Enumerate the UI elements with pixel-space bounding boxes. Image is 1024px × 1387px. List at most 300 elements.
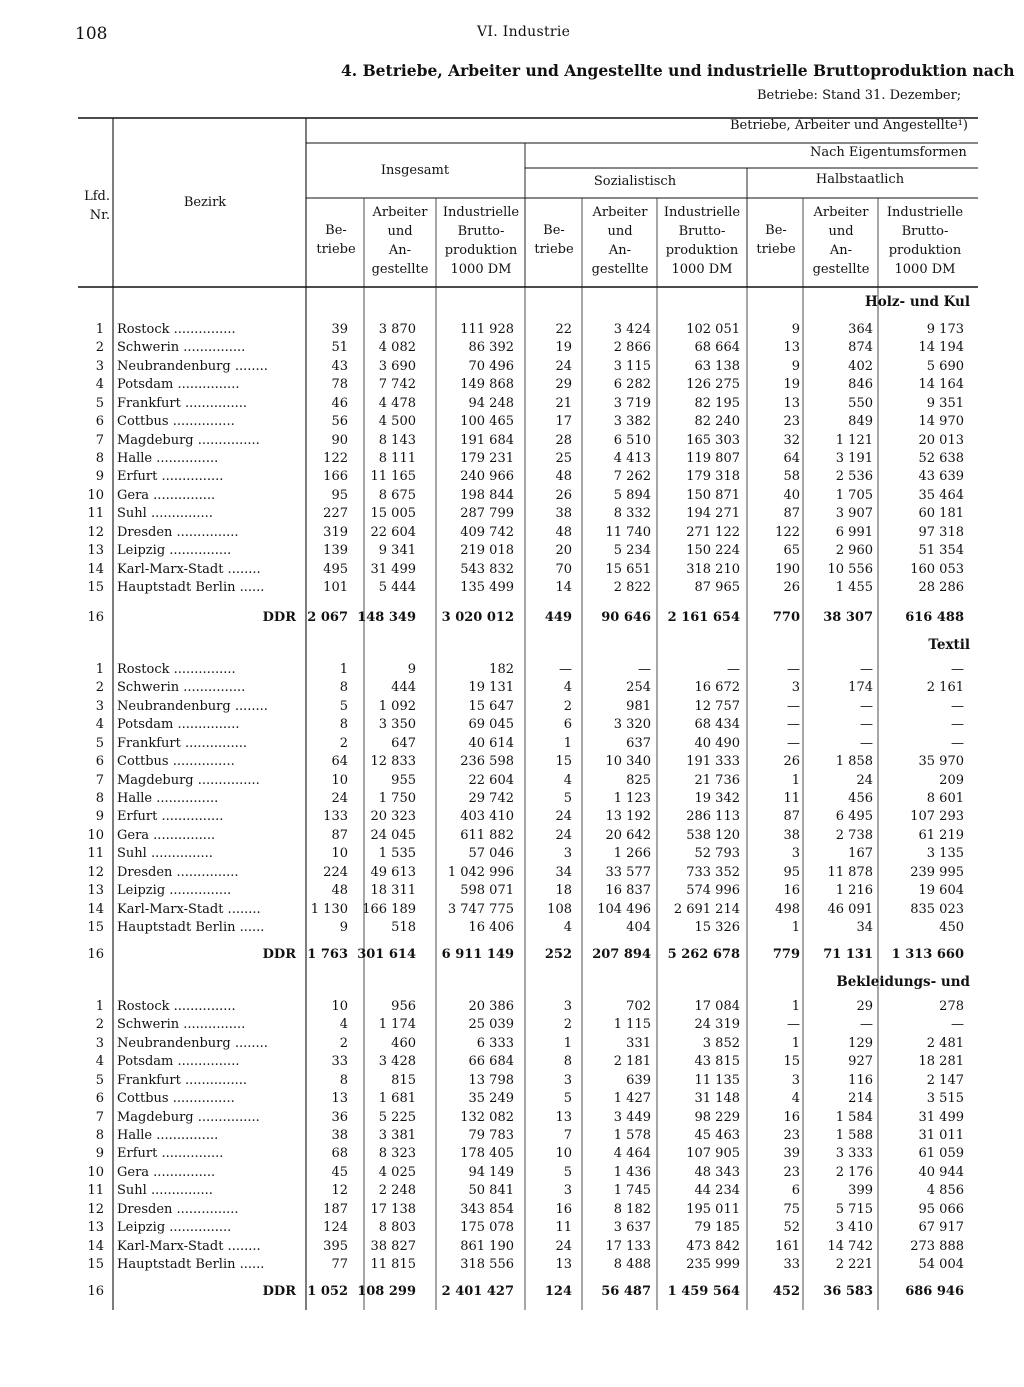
row-number: 5 bbox=[95, 735, 104, 751]
cell-arbeiter: 1 681 bbox=[378, 1091, 416, 1107]
cell-hs-produktion: 51 354 bbox=[918, 543, 964, 559]
cell-hs-arbeiter: 364 bbox=[848, 322, 873, 337]
bezirk-name: DDR bbox=[262, 1284, 296, 1299]
cell-hs-betriebe: 3 bbox=[791, 846, 800, 862]
cell-arbeiter: 18 311 bbox=[370, 883, 416, 899]
cell-hs-betriebe: 23 bbox=[783, 414, 800, 430]
cell-produktion: 69 045 bbox=[468, 717, 514, 733]
cell-hs-betriebe: 498 bbox=[775, 901, 800, 917]
row-number: 2 bbox=[95, 680, 104, 696]
cell-soz-betriebe: 7 bbox=[563, 1128, 572, 1143]
bezirk-name: Magdeburg ............... bbox=[117, 772, 260, 788]
header-soz-betriebe: Be- triebe bbox=[534, 223, 574, 257]
cell-hs-produktion: 54 004 bbox=[918, 1257, 964, 1272]
cell-soz-arbeiter: 825 bbox=[626, 772, 651, 788]
cell-soz-betriebe: 10 bbox=[555, 1146, 572, 1162]
cell-hs-betriebe: 16 bbox=[783, 883, 800, 899]
header-halbstaatlich: Halbstaatlich bbox=[815, 172, 905, 187]
cell-betriebe: 12 bbox=[331, 1183, 348, 1199]
table-row bbox=[0, 1164, 1024, 1182]
bezirk-name: Halle ............... bbox=[117, 791, 219, 806]
cell-soz-arbeiter: 702 bbox=[626, 999, 651, 1014]
cell-arbeiter: 1 750 bbox=[378, 791, 416, 806]
cell-soz-produktion: 126 275 bbox=[686, 377, 740, 393]
cell-produktion: 29 742 bbox=[468, 791, 514, 806]
section-title: Bekleidungs- und bbox=[836, 974, 970, 990]
cell-betriebe: 2 bbox=[339, 735, 348, 751]
cell-betriebe: 1 130 bbox=[310, 901, 348, 917]
table-row bbox=[0, 698, 1024, 716]
cell-hs-arbeiter: 1 216 bbox=[835, 883, 873, 899]
cell-soz-betriebe: 38 bbox=[555, 506, 572, 522]
row-number: 7 bbox=[95, 772, 104, 788]
cell-betriebe: 2 bbox=[339, 1035, 348, 1051]
cell-hs-arbeiter: 3 191 bbox=[835, 451, 873, 466]
cell-soz-produktion: 286 113 bbox=[686, 809, 740, 825]
row-number: 5 bbox=[95, 1072, 104, 1088]
table-row bbox=[0, 339, 1024, 357]
cell-hs-betriebe: 23 bbox=[783, 1128, 800, 1143]
cell-soz-produktion: 24 319 bbox=[694, 1017, 740, 1033]
cell-soz-betriebe: 26 bbox=[555, 487, 572, 503]
cell-soz-produktion: 16 672 bbox=[694, 680, 740, 696]
cell-arbeiter: 955 bbox=[391, 772, 416, 788]
cell-hs-arbeiter: 3 907 bbox=[835, 506, 873, 522]
cell-hs-produktion: 5 690 bbox=[926, 358, 964, 374]
cell-produktion: 149 868 bbox=[460, 377, 514, 393]
cell-hs-betriebe: 38 bbox=[783, 827, 800, 843]
cell-soz-produktion: 150 224 bbox=[686, 543, 740, 559]
cell-produktion: 70 496 bbox=[468, 358, 514, 374]
cell-hs-produktion: 67 917 bbox=[918, 1220, 964, 1236]
cell-soz-produktion: 235 999 bbox=[686, 1257, 740, 1272]
cell-betriebe: 36 bbox=[331, 1109, 348, 1125]
bezirk-name: Potsdam ............... bbox=[117, 1054, 240, 1070]
cell-hs-arbeiter: 5 715 bbox=[835, 1201, 873, 1217]
header-group-top: Betriebe, Arbeiter und Angestellte¹) bbox=[730, 118, 968, 133]
cell-soz-arbeiter: 5 234 bbox=[613, 543, 651, 559]
cell-hs-produktion: 1 313 660 bbox=[891, 947, 964, 962]
cell-hs-betriebe: 4 bbox=[791, 1091, 800, 1107]
cell-hs-produktion: 9 173 bbox=[926, 322, 964, 337]
cell-soz-produktion: 195 011 bbox=[686, 1201, 740, 1217]
cell-hs-arbeiter: 11 878 bbox=[827, 864, 873, 880]
row-number: 3 bbox=[95, 698, 104, 714]
cell-betriebe: 10 bbox=[331, 999, 348, 1014]
cell-arbeiter: 8 803 bbox=[378, 1220, 416, 1236]
cell-betriebe: 64 bbox=[331, 754, 348, 770]
cell-hs-produktion: 835 023 bbox=[910, 901, 964, 917]
cell-produktion: 100 465 bbox=[460, 414, 514, 430]
cell-hs-produktion: 52 638 bbox=[918, 451, 964, 466]
cell-soz-produktion: 87 965 bbox=[694, 580, 740, 595]
cell-produktion: 318 556 bbox=[460, 1257, 514, 1272]
cell-soz-betriebe: 1 bbox=[563, 735, 572, 751]
cell-hs-arbeiter: 38 307 bbox=[823, 610, 873, 625]
cell-hs-betriebe: 770 bbox=[772, 610, 800, 625]
cell-hs-betriebe: 190 bbox=[775, 561, 800, 577]
cell-soz-arbeiter: 17 133 bbox=[605, 1238, 651, 1254]
cell-betriebe: 8 bbox=[339, 1072, 348, 1088]
row-number: 9 bbox=[95, 809, 104, 825]
cell-soz-produktion: 107 905 bbox=[686, 1146, 740, 1162]
cell-soz-arbeiter: 404 bbox=[626, 920, 651, 935]
cell-betriebe: 39 bbox=[331, 322, 348, 337]
bezirk-name: Cottbus ............... bbox=[117, 1091, 235, 1107]
cell-soz-arbeiter: 8 332 bbox=[613, 506, 651, 522]
cell-produktion: 6 333 bbox=[476, 1035, 514, 1051]
cell-soz-betriebe: 11 bbox=[555, 1220, 572, 1236]
cell-arbeiter: 17 138 bbox=[370, 1201, 416, 1217]
cell-produktion: 198 844 bbox=[460, 487, 514, 503]
row-number: 7 bbox=[95, 432, 104, 448]
cell-soz-arbeiter: 4 464 bbox=[613, 1146, 651, 1162]
cell-hs-betriebe: 11 bbox=[783, 791, 800, 806]
table-row bbox=[0, 1016, 1024, 1034]
table-row bbox=[0, 1182, 1024, 1200]
table-row bbox=[0, 376, 1024, 394]
row-number: 11 bbox=[87, 846, 104, 862]
cell-hs-arbeiter: 71 131 bbox=[823, 947, 873, 962]
bezirk-name: Suhl ............... bbox=[117, 1183, 213, 1199]
cell-hs-produktion: 278 bbox=[939, 999, 964, 1014]
cell-produktion: 35 249 bbox=[468, 1091, 514, 1107]
cell-hs-produktion: 3 135 bbox=[926, 846, 964, 862]
cell-hs-betriebe: 32 bbox=[783, 432, 800, 448]
cell-betriebe: 24 bbox=[331, 791, 348, 806]
cell-hs-produktion: 160 053 bbox=[910, 561, 964, 577]
cell-hs-arbeiter: 214 bbox=[848, 1091, 873, 1107]
row-number: 12 bbox=[87, 524, 104, 540]
header-hs-arbeiter: Arbeiter und An- gestellte bbox=[812, 205, 870, 277]
cell-soz-betriebe: 3 bbox=[563, 999, 572, 1014]
cell-hs-arbeiter: 1 584 bbox=[835, 1109, 873, 1125]
bezirk-name: Halle ............... bbox=[117, 451, 219, 466]
cell-betriebe: 77 bbox=[331, 1257, 348, 1272]
row-number: 6 bbox=[95, 414, 104, 430]
bezirk-name: Schwerin ............... bbox=[117, 1017, 246, 1033]
cell-soz-betriebe: 24 bbox=[555, 358, 572, 374]
cell-soz-betriebe: 3 bbox=[563, 1183, 572, 1199]
cell-soz-produktion: 21 736 bbox=[694, 772, 740, 788]
header-insgesamt: Insgesamt bbox=[380, 163, 450, 178]
cell-soz-produktion: 40 490 bbox=[694, 735, 740, 751]
row-number: 6 bbox=[95, 754, 104, 770]
cell-soz-produktion: 271 122 bbox=[686, 524, 740, 540]
cell-hs-produktion: 686 946 bbox=[905, 1284, 964, 1299]
cell-betriebe: 56 bbox=[331, 414, 348, 430]
table-row bbox=[0, 321, 1024, 339]
cell-soz-arbeiter: 2 822 bbox=[613, 580, 651, 595]
table-row bbox=[0, 661, 1024, 679]
row-number: 10 bbox=[87, 827, 104, 843]
cell-hs-produktion: 239 995 bbox=[910, 864, 964, 880]
cell-soz-arbeiter: 254 bbox=[626, 680, 651, 696]
cell-soz-produktion: 2 161 654 bbox=[667, 610, 740, 625]
cell-soz-arbeiter: 13 192 bbox=[605, 809, 651, 825]
cell-hs-betriebe: — bbox=[787, 662, 800, 677]
cell-arbeiter: 3 381 bbox=[378, 1128, 416, 1143]
cell-hs-betriebe: 23 bbox=[783, 1164, 800, 1180]
cell-hs-arbeiter: — bbox=[860, 717, 873, 733]
bezirk-name: Karl-Marx-Stadt ........ bbox=[117, 901, 261, 917]
bezirk-name: DDR bbox=[262, 947, 296, 962]
table-row bbox=[0, 998, 1024, 1016]
cell-arbeiter: 815 bbox=[391, 1072, 416, 1088]
cell-arbeiter: 49 613 bbox=[370, 864, 416, 880]
cell-produktion: 409 742 bbox=[460, 524, 514, 540]
table-row bbox=[0, 1219, 1024, 1237]
table-total-row bbox=[0, 1283, 1024, 1301]
cell-soz-arbeiter: 6 282 bbox=[613, 377, 651, 393]
table-row bbox=[0, 864, 1024, 882]
cell-hs-arbeiter: 167 bbox=[848, 846, 873, 862]
cell-soz-produktion: 82 240 bbox=[694, 414, 740, 430]
bezirk-name: Neubrandenburg ........ bbox=[117, 698, 268, 714]
cell-soz-produktion: 733 352 bbox=[686, 864, 740, 880]
cell-soz-produktion: 191 333 bbox=[686, 754, 740, 770]
cell-soz-betriebe: 1 bbox=[563, 1035, 572, 1051]
table-row bbox=[0, 716, 1024, 734]
header-lfd-nr: Lfd. Nr. bbox=[84, 189, 110, 223]
cell-betriebe: 8 bbox=[339, 680, 348, 696]
cell-hs-betriebe: 52 bbox=[783, 1220, 800, 1236]
cell-hs-produktion: 107 293 bbox=[910, 809, 964, 825]
cell-produktion: 25 039 bbox=[468, 1017, 514, 1033]
cell-soz-arbeiter: 3 382 bbox=[613, 414, 651, 430]
cell-hs-betriebe: 1 bbox=[791, 772, 800, 788]
cell-produktion: 3 020 012 bbox=[441, 610, 514, 625]
row-number: 13 bbox=[87, 543, 104, 559]
cell-produktion: 50 841 bbox=[468, 1183, 514, 1199]
cell-soz-betriebe: 252 bbox=[544, 947, 572, 962]
cell-hs-betriebe: 1 bbox=[791, 1035, 800, 1051]
cell-hs-arbeiter: 2 221 bbox=[835, 1257, 873, 1272]
cell-soz-produktion: 538 120 bbox=[686, 827, 740, 843]
cell-betriebe: 1 763 bbox=[307, 947, 348, 962]
table-row bbox=[0, 919, 1024, 937]
cell-hs-betriebe: 26 bbox=[783, 580, 800, 595]
row-number: 12 bbox=[87, 864, 104, 880]
bezirk-name: Neubrandenburg ........ bbox=[117, 358, 268, 374]
bezirk-name: Hauptstadt Berlin ...... bbox=[117, 1257, 265, 1272]
cell-hs-betriebe: 9 bbox=[791, 358, 800, 374]
row-number: 15 bbox=[87, 920, 104, 935]
row-number: 4 bbox=[95, 1054, 104, 1070]
cell-arbeiter: 3 690 bbox=[378, 358, 416, 374]
table-row bbox=[0, 772, 1024, 790]
header-produktion: Industrielle Brutto- produktion 1000 DM bbox=[442, 205, 520, 277]
cell-betriebe: 33 bbox=[331, 1054, 348, 1070]
cell-soz-produktion: 102 051 bbox=[686, 322, 740, 337]
cell-hs-betriebe: 19 bbox=[783, 377, 800, 393]
cell-produktion: 79 783 bbox=[468, 1128, 514, 1143]
cell-hs-betriebe: 13 bbox=[783, 340, 800, 356]
bezirk-name: Hauptstadt Berlin ...... bbox=[117, 580, 265, 595]
cell-soz-produktion: 68 434 bbox=[694, 717, 740, 733]
cell-produktion: 132 082 bbox=[460, 1109, 514, 1125]
row-number: 1 bbox=[95, 322, 104, 337]
cell-soz-arbeiter: 5 894 bbox=[613, 487, 651, 503]
cell-hs-betriebe: 39 bbox=[783, 1146, 800, 1162]
cell-soz-produktion: 3 852 bbox=[702, 1035, 740, 1051]
cell-produktion: 3 747 775 bbox=[447, 901, 514, 917]
bezirk-name: Frankfurt ............... bbox=[117, 1072, 247, 1088]
cell-hs-arbeiter: 1 121 bbox=[835, 432, 873, 448]
cell-soz-betriebe: 24 bbox=[555, 1238, 572, 1254]
header-soz-produktion: Industrielle Brutto- produktion 1000 DM bbox=[663, 205, 741, 277]
row-number: 3 bbox=[95, 1035, 104, 1051]
cell-hs-arbeiter: 34 bbox=[856, 920, 873, 935]
cell-soz-arbeiter: 3 449 bbox=[613, 1109, 651, 1125]
cell-produktion: 1 042 996 bbox=[447, 864, 514, 880]
cell-soz-betriebe: 34 bbox=[555, 864, 572, 880]
cell-hs-produktion: 40 944 bbox=[918, 1164, 964, 1180]
cell-soz-arbeiter: 1 578 bbox=[613, 1128, 651, 1143]
cell-hs-arbeiter: 6 991 bbox=[835, 524, 873, 540]
bezirk-name: Magdeburg ............... bbox=[117, 432, 260, 448]
cell-soz-produktion: 82 195 bbox=[694, 395, 740, 411]
cell-hs-arbeiter: 10 556 bbox=[827, 561, 873, 577]
cell-arbeiter: 1 092 bbox=[378, 698, 416, 714]
cell-hs-produktion: 20 013 bbox=[918, 432, 964, 448]
cell-soz-produktion: 63 138 bbox=[694, 358, 740, 374]
cell-produktion: 2 401 427 bbox=[441, 1284, 514, 1299]
table-row bbox=[0, 487, 1024, 505]
cell-hs-arbeiter: 6 495 bbox=[835, 809, 873, 825]
cell-hs-produktion: 2 161 bbox=[926, 680, 964, 696]
cell-hs-betriebe: 1 bbox=[791, 920, 800, 935]
cell-produktion: 598 071 bbox=[460, 883, 514, 899]
cell-produktion: 175 078 bbox=[460, 1220, 514, 1236]
bezirk-name: Rostock ............... bbox=[117, 662, 236, 677]
cell-produktion: 6 911 149 bbox=[441, 947, 514, 962]
cell-hs-betriebe: 64 bbox=[783, 451, 800, 466]
cell-hs-arbeiter: 550 bbox=[848, 395, 873, 411]
cell-produktion: 16 406 bbox=[468, 920, 514, 935]
cell-arbeiter: 24 045 bbox=[370, 827, 416, 843]
row-number: 7 bbox=[95, 1109, 104, 1125]
cell-produktion: 219 018 bbox=[460, 543, 514, 559]
cell-hs-arbeiter: 116 bbox=[848, 1072, 873, 1088]
cell-hs-betriebe: — bbox=[787, 698, 800, 714]
row-number: 16 bbox=[87, 1284, 104, 1299]
cell-soz-arbeiter: 15 651 bbox=[605, 561, 651, 577]
cell-arbeiter: 7 742 bbox=[378, 377, 416, 393]
cell-soz-betriebe: 22 bbox=[555, 322, 572, 337]
cell-soz-betriebe: 5 bbox=[563, 791, 572, 806]
row-number: 9 bbox=[95, 469, 104, 485]
cell-hs-arbeiter: 29 bbox=[856, 999, 873, 1014]
cell-betriebe: 166 bbox=[323, 469, 348, 485]
cell-betriebe: 2 067 bbox=[307, 610, 348, 625]
cell-betriebe: 8 bbox=[339, 717, 348, 733]
cell-soz-produktion: 473 842 bbox=[686, 1238, 740, 1254]
cell-produktion: 611 882 bbox=[460, 827, 514, 843]
cell-betriebe: 45 bbox=[331, 1164, 348, 1180]
cell-soz-produktion: 19 342 bbox=[694, 791, 740, 806]
cell-hs-arbeiter: 3 410 bbox=[835, 1220, 873, 1236]
row-number: 8 bbox=[95, 791, 104, 806]
cell-hs-betriebe: 16 bbox=[783, 1109, 800, 1125]
cell-soz-produktion: 44 234 bbox=[694, 1183, 740, 1199]
cell-soz-betriebe: 5 bbox=[563, 1091, 572, 1107]
cell-hs-produktion: 35 464 bbox=[918, 487, 964, 503]
bezirk-name: Neubrandenburg ........ bbox=[117, 1035, 268, 1051]
cell-hs-betriebe: 1 bbox=[791, 999, 800, 1014]
cell-soz-betriebe: — bbox=[559, 662, 572, 677]
cell-soz-produktion: 150 871 bbox=[686, 487, 740, 503]
table-row bbox=[0, 395, 1024, 413]
table-row bbox=[0, 358, 1024, 376]
row-number: 10 bbox=[87, 487, 104, 503]
row-number: 5 bbox=[95, 395, 104, 411]
cell-soz-arbeiter: 4 413 bbox=[613, 451, 651, 466]
bezirk-name: Erfurt ............... bbox=[117, 809, 224, 825]
cell-hs-betriebe: 452 bbox=[772, 1284, 800, 1299]
cell-soz-betriebe: 4 bbox=[563, 920, 572, 935]
cell-betriebe: 5 bbox=[339, 698, 348, 714]
cell-hs-produktion: — bbox=[951, 735, 964, 751]
cell-soz-arbeiter: 2 866 bbox=[613, 340, 651, 356]
cell-arbeiter: 301 614 bbox=[357, 947, 416, 962]
cell-arbeiter: 9 341 bbox=[378, 543, 416, 559]
cell-betriebe: 122 bbox=[323, 451, 348, 466]
cell-soz-produktion: 318 210 bbox=[686, 561, 740, 577]
row-number: 4 bbox=[95, 717, 104, 733]
cell-hs-produktion: 2 147 bbox=[926, 1072, 964, 1088]
bezirk-name: Cottbus ............... bbox=[117, 754, 235, 770]
table-row bbox=[0, 1053, 1024, 1071]
row-number: 12 bbox=[87, 1201, 104, 1217]
cell-hs-betriebe: — bbox=[787, 1017, 800, 1033]
cell-soz-produktion: 12 757 bbox=[694, 698, 740, 714]
bezirk-name: Cottbus ............... bbox=[117, 414, 235, 430]
cell-soz-arbeiter: 3 719 bbox=[613, 395, 651, 411]
row-number: 16 bbox=[87, 947, 104, 962]
cell-arbeiter: 518 bbox=[391, 920, 416, 935]
cell-soz-produktion: 165 303 bbox=[686, 432, 740, 448]
bezirk-name: Dresden ............... bbox=[117, 864, 239, 880]
cell-hs-produktion: — bbox=[951, 717, 964, 733]
cell-hs-produktion: 97 318 bbox=[918, 524, 964, 540]
cell-hs-arbeiter: 846 bbox=[848, 377, 873, 393]
cell-hs-produktion: 18 281 bbox=[918, 1054, 964, 1070]
cell-soz-produktion: 1 459 564 bbox=[667, 1284, 740, 1299]
cell-soz-betriebe: 29 bbox=[555, 377, 572, 393]
cell-betriebe: 10 bbox=[331, 846, 348, 862]
cell-hs-betriebe: 26 bbox=[783, 754, 800, 770]
cell-hs-produktion: 273 888 bbox=[910, 1238, 964, 1254]
table-row bbox=[0, 735, 1024, 753]
cell-hs-produktion: 19 604 bbox=[918, 883, 964, 899]
table-row bbox=[0, 827, 1024, 845]
cell-soz-arbeiter: 11 740 bbox=[605, 524, 651, 540]
cell-betriebe: 124 bbox=[323, 1220, 348, 1236]
cell-hs-arbeiter: 874 bbox=[848, 340, 873, 356]
cell-produktion: 240 966 bbox=[460, 469, 514, 485]
cell-produktion: 178 405 bbox=[460, 1146, 514, 1162]
cell-hs-produktion: 450 bbox=[939, 920, 964, 935]
table-row bbox=[0, 1090, 1024, 1108]
header-soz-arbeiter: Arbeiter und An- gestellte bbox=[591, 205, 649, 277]
row-number: 14 bbox=[87, 561, 104, 577]
cell-soz-produktion: 48 343 bbox=[694, 1164, 740, 1180]
table-row bbox=[0, 468, 1024, 486]
table-row bbox=[0, 1145, 1024, 1163]
cell-soz-betriebe: 18 bbox=[555, 883, 572, 899]
cell-hs-arbeiter: 1 858 bbox=[835, 754, 873, 770]
